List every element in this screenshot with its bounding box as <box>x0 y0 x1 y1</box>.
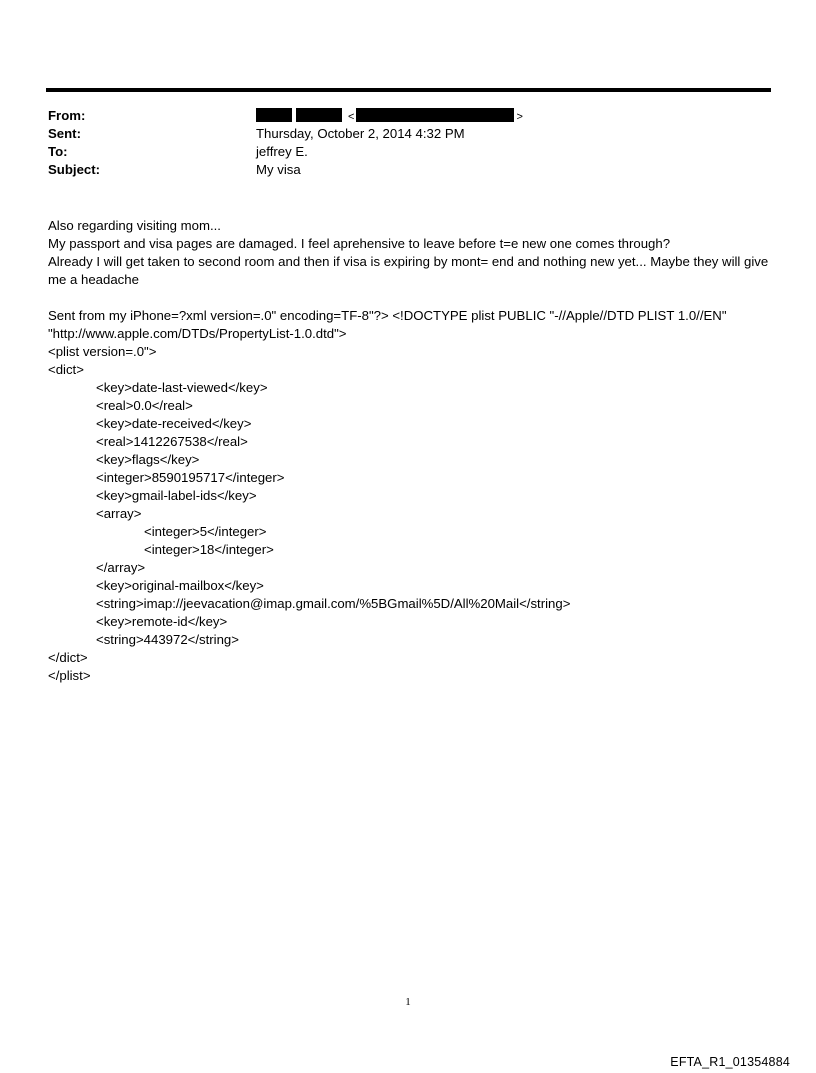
body-line: Also regarding visiting mom... <box>48 218 221 233</box>
dict-close-line: </dict> <box>48 650 88 665</box>
to-value: jeffrey E. <box>256 144 308 159</box>
dict-line: </array> <box>96 560 146 575</box>
redaction-box <box>256 108 292 122</box>
dict-line: <key>gmail-label-ids</key> <box>96 488 257 503</box>
blank-line <box>48 289 778 307</box>
dict-line: <string>imap://jeevacation@imap.gmail.com/%5BGmail%5D/All%20Mail</string> <box>96 596 571 611</box>
plist-open-line: <plist version=.0"> <box>48 344 157 359</box>
subject-value: My visa <box>256 162 301 177</box>
dict-open-line: <dict> <box>48 362 84 377</box>
dict-line: <integer>8590195717</integer> <box>96 470 285 485</box>
subject-label: Subject: <box>48 162 101 177</box>
bates-number: EFTA_R1_01354884 <box>670 1055 790 1069</box>
body-line: My passport and visa pages are damaged. I feel aprehensive to leave before t=e new one comes through? <box>48 236 671 251</box>
dict-line: <real>1412267538</real> <box>96 434 248 449</box>
redaction-box <box>356 108 514 122</box>
dict-line: <key>remote-id</key> <box>96 614 228 629</box>
body-line: "http://www.apple.com/DTDs/PropertyList-1.0.dtd"> <box>48 326 347 341</box>
dict-line: <string>443972</string> <box>96 632 239 647</box>
dict-line: <key>date-received</key> <box>96 416 252 431</box>
body-line: Sent from my iPhone=?xml version=.0" encoding=TF-8"?> <!DOCTYPE plist PUBLIC "-//Apple//DTD PLIST 1.0//EN" <box>48 308 727 323</box>
from-close-bracket: > <box>516 111 523 123</box>
plist-close-line: </plist> <box>48 668 91 683</box>
array-item-line: <integer>18</integer> <box>144 542 274 557</box>
from-label: From: <box>48 108 86 123</box>
array-item-line: <integer>5</integer> <box>144 524 267 539</box>
sent-label: Sent: <box>48 126 81 141</box>
dict-line: <real>0.0</real> <box>96 398 193 413</box>
header-rule <box>46 88 771 92</box>
body-line: Already I will get taken to second room and then if visa is expiring by mont= end and nothing new yet... Maybe they will give me a headache <box>48 254 769 287</box>
page-number: 1 <box>405 996 411 1008</box>
dict-line: <array> <box>96 506 142 521</box>
dict-line: <key>date-last-viewed</key> <box>96 380 268 395</box>
dict-line: <key>flags</key> <box>96 452 200 467</box>
to-label: To: <box>48 144 68 159</box>
email-body <box>48 217 778 685</box>
sent-value: Thursday, October 2, 2014 4:32 PM <box>256 126 465 141</box>
dict-line: <key>original-mailbox</key> <box>96 578 264 593</box>
redaction-box <box>296 108 342 122</box>
from-value <box>256 107 523 126</box>
from-open-bracket: < <box>348 111 355 123</box>
